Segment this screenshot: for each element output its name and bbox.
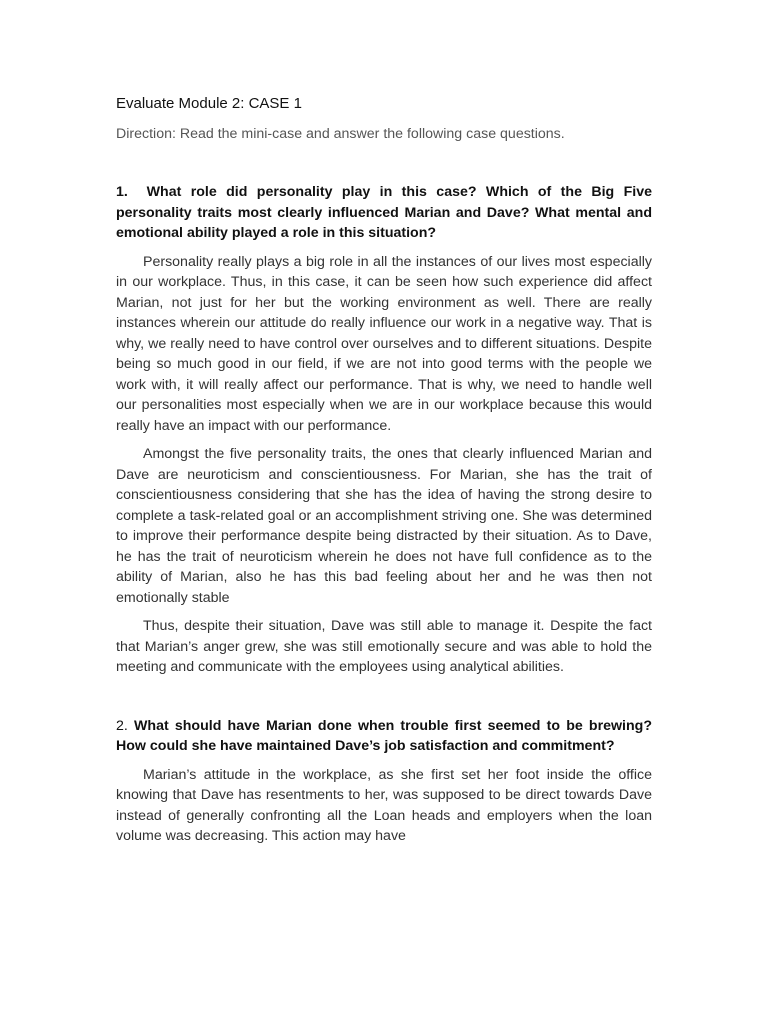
question-2-text: What should have Marian done when trouble first seemed to be brewing? How could she have maintained Dave’s job satisfaction and commitment? <box>116 717 652 754</box>
question-1-number: 1. <box>116 184 128 200</box>
answer-1-paragraph-2: Amongst the five personality traits, the ones that clearly influenced Marian and Dave are neuroticism and conscientiousness. For Marian, she has the trait of conscientiousness considering that she has the idea of having the strong desire to complete a task-related goal or an accomplishment striving one. She was determined to improve their performance despite being distracted by their situation. As to Dave, he has the trait of neuroticism wherein he does not have full confidence as to the ability of Marian, also he has this bad feeling about her and he was then not emotionally stable <box>116 446 652 606</box>
question-1 <box>116 182 652 244</box>
question-2 <box>116 716 652 757</box>
answer-1-paragraph-3: Thus, despite their situation, Dave was still able to manage it. Despite the fact that Marian’s anger grew, she was still emotionally secure and was able to hold the meeting and communicate with the employees using analytical abilities. <box>116 618 652 675</box>
document-page <box>116 94 652 855</box>
answer-1-paragraph-1: Personality really plays a big role in all the instances of our lives most especially in our workplace. Thus, in this case, it can be seen how such experience did affect Marian, not just for her but the working environment as well. There are really instances wherein our attitude do really influence our work in a negative way. That is why, we really need to have control over ourselves and to different situations. Despite being so much good in our field, if we are not into good terms with the people we work with, it will really affect our performance. That is why, we need to handle well our personalities most especially when we are in our workplace because this would really have an impact with our performance. <box>116 253 652 434</box>
document-title: Evaluate Module 2: CASE 1 <box>116 95 302 112</box>
section-spacer <box>116 686 652 716</box>
question-2-number: 2. <box>116 717 128 734</box>
answer-2-paragraph-1: Marian’s attitude in the workplace, as she first set her foot inside the office knowing that Dave has resentments to her, was supposed to be direct towards Dave instead of generally confronting all the Loan heads and employers when the loan volume was decreasing. This action may have <box>116 766 652 844</box>
direction-text: Direction: Read the mini-case and answer the following case questions. <box>116 126 565 142</box>
question-1-text: What role did personality play in this case? Which of the Big Five personality traits most clearly influenced Marian and Dave? What mental and emotional ability played a role in this situation? <box>116 184 652 241</box>
